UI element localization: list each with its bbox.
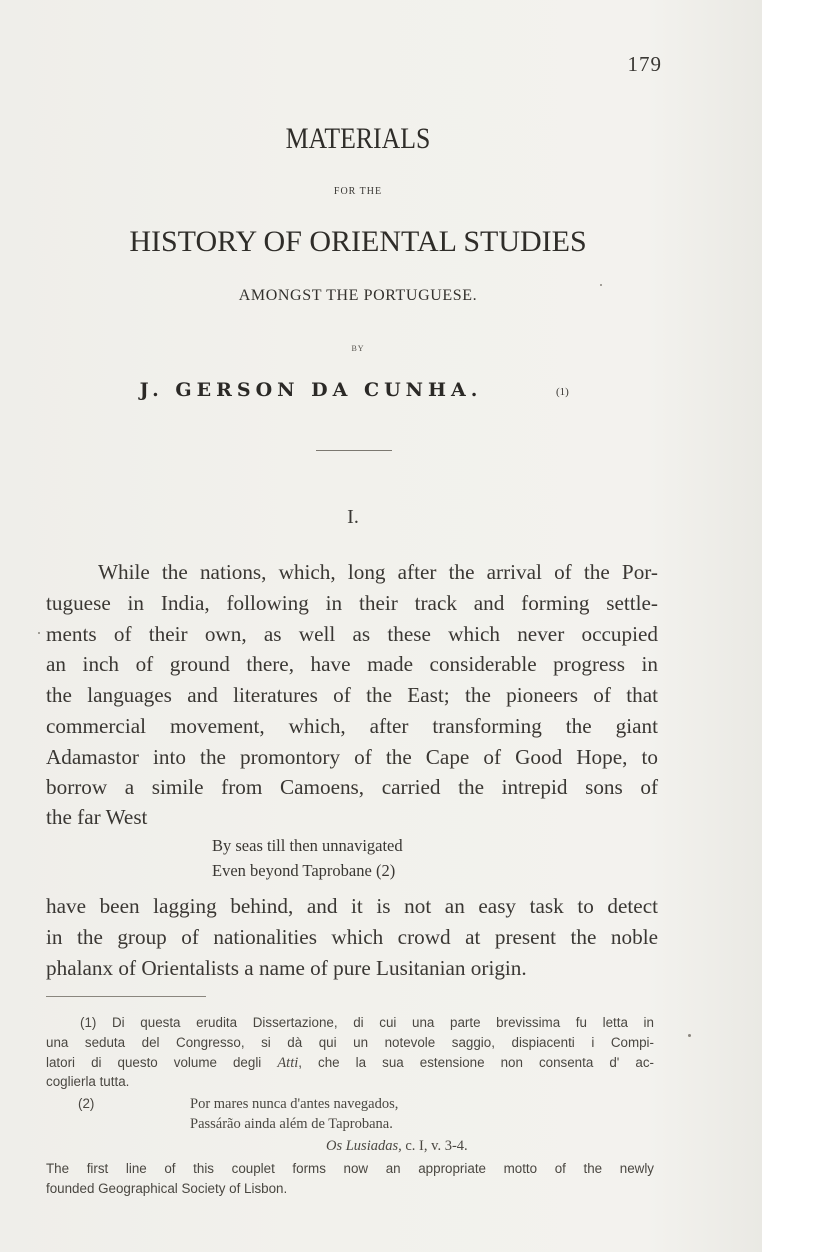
title-amongst: AMONGST THE PORTUGUESE. — [238, 287, 478, 304]
footnote-2-verse: Por mares nunca d'antes navegados, — [190, 1096, 399, 1112]
body-line: have been lagging behind, and it is not an easy task to detect — [46, 894, 658, 918]
footnote-1-text: latori di questo volume degli — [46, 1055, 262, 1070]
title-divider — [316, 450, 392, 451]
section-number: I. — [347, 506, 359, 528]
footnote-divider — [46, 996, 206, 997]
body-line: the languages and literatures of the East; the pioneers of that — [46, 683, 658, 707]
body-line: the far West — [46, 805, 148, 829]
verse-line: By seas till then unnavigated — [212, 836, 403, 855]
footnote-2-verse: Passárão ainda além de Taprobana. — [190, 1116, 393, 1132]
footnote-2-cite-title: Os Lusiadas, — [326, 1138, 402, 1154]
verse-line: Even beyond Taprobane (2) — [212, 861, 396, 880]
body-line: While the nations, which, long after the arrival of the Por- — [98, 560, 658, 584]
body-line: an inch of ground there, have made considerable progress in — [46, 652, 658, 676]
footnote-2-marker: (2) — [78, 1096, 95, 1111]
footnote-1-line: coglierla tutta. — [46, 1074, 130, 1089]
footnote-1-line: una seduta del Congresso, si dà qui un notevole saggio, dispiacenti i Compi- — [46, 1035, 654, 1050]
byline-by: BY — [351, 344, 365, 353]
title-history: HISTORY OF ORIENTAL STUDIES — [129, 225, 587, 258]
paper-speck — [38, 632, 40, 634]
author-name: J. GERSON DA CUNHA. — [139, 379, 483, 401]
title-for-the: FOR THE — [333, 186, 383, 197]
footnote-2-citation — [326, 1138, 468, 1155]
body-line: Adamastor into the promontory of the Cape of Good Hope, to — [46, 745, 658, 769]
paper-speck — [600, 284, 602, 286]
footnote-2-line: founded Geographical Society of Lisbon. — [46, 1181, 288, 1196]
footnote-2-cite-ref: c. I, v. 3-4. — [405, 1138, 468, 1154]
footnote-1-italic: Atti — [277, 1055, 299, 1071]
body-line: tuguese in India, following in their track and forming settle- — [46, 591, 658, 615]
footnote-1-marker: (1) — [80, 1015, 97, 1030]
body-line: ments of their own, as well as these which never occupied — [46, 622, 658, 646]
title-materials: MATERIALS — [285, 122, 431, 155]
page-number: 179 — [627, 52, 662, 76]
footnote-1-text: Di questa erudita Dissertazione, di cui una parte brevissima fu letta in — [112, 1015, 654, 1030]
body-line: commercial movement, which, after transforming the giant — [46, 714, 658, 738]
footnote-1-line — [80, 1014, 654, 1032]
body-line: in the group of nationalities which crowd at present the noble — [46, 925, 658, 949]
body-line: phalanx of Orientalists a name of pure Lusitanian origin. — [46, 956, 527, 980]
paper-speck — [688, 1034, 691, 1037]
footnote-2-line: The first line of this couplet forms now an appropriate motto of the newly — [46, 1161, 654, 1176]
body-line: borrow a simile from Camoens, carried the intrepid sons of — [46, 775, 658, 799]
footnote-1-line — [46, 1054, 654, 1072]
footnote-1-text: , che la sua estensione non consenta d' ac- — [298, 1055, 654, 1070]
author-footnote-ref: (1) — [556, 386, 569, 398]
